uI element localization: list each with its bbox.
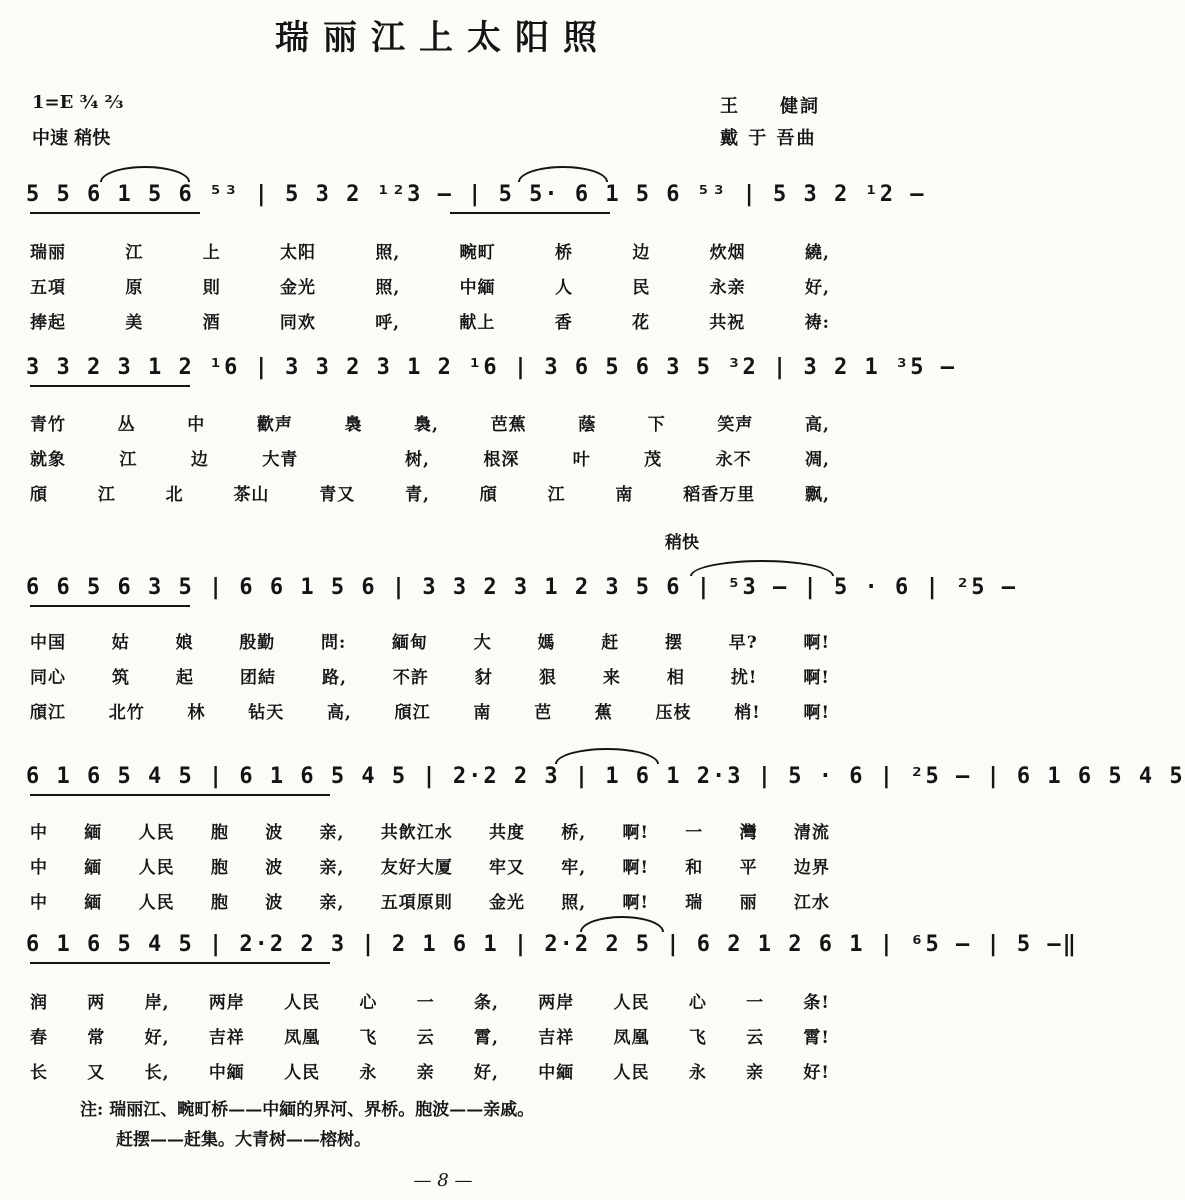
lyric-word: 一 xyxy=(746,993,765,1013)
time-signature: ¾ ⅔ xyxy=(79,92,124,113)
lyric-word: 树, xyxy=(405,450,430,470)
lyric-word: 江 xyxy=(119,450,138,470)
lyric-word: 緬 xyxy=(84,823,103,843)
slur-mark xyxy=(100,166,190,182)
lyric-word: 瑞 xyxy=(685,893,704,913)
lyric-word: 民 xyxy=(632,278,651,298)
lyric-word: 五項 xyxy=(30,278,66,298)
lyric-word: 波 xyxy=(265,893,284,913)
lyric-word: 中 xyxy=(187,415,206,435)
lyric-word: 大 xyxy=(473,633,492,653)
lyric-word: 中緬 xyxy=(459,278,496,298)
lyric-word: 飘, xyxy=(805,485,830,505)
lyric-word: 一 xyxy=(416,993,435,1013)
lyric-word: 照, xyxy=(375,243,401,263)
lyric-word: 金光 xyxy=(280,278,317,298)
lyric-word: 牢, xyxy=(561,858,587,878)
slur-mark xyxy=(580,916,664,932)
lyric-word: 根深 xyxy=(483,450,520,470)
lyric-word: 人民 xyxy=(284,993,321,1013)
lyric-word: 梢! xyxy=(734,703,761,723)
lyricist-credit: 王 健詞 xyxy=(720,96,820,117)
lyric-word: 春 xyxy=(30,1028,48,1048)
lyric-word: 南 xyxy=(615,485,634,505)
lyric-word: 中 xyxy=(30,823,48,843)
lyric-word: 吉祥 xyxy=(538,1028,575,1048)
lyric-verse-1 xyxy=(30,628,830,653)
lyric-verse-3 xyxy=(30,698,830,723)
lyric-word: 赶 xyxy=(601,633,620,653)
lyric-word: 酒 xyxy=(202,313,221,333)
lyric-word: 茶山 xyxy=(233,485,270,505)
beam-line xyxy=(30,794,330,796)
lyric-word: 中緬 xyxy=(538,1063,575,1083)
lyric-word: 青又 xyxy=(319,485,356,505)
lyric-word: 同心 xyxy=(30,668,66,688)
lyric-word: 媽 xyxy=(537,633,556,653)
page-number: — 8 — xyxy=(413,1170,473,1191)
staff-line-5: 6 1 6 5 4 5 | 2·2 2 3 | 2 1 6 1 | 2·2 2 5 | 6 2 1 2 6 1 | ⁶5 — | 5 —‖ xyxy=(26,932,1078,957)
lyric-word: 人民 xyxy=(613,1063,650,1083)
lyric-word: 人民 xyxy=(138,858,175,878)
lyric-word: 团結 xyxy=(240,668,276,688)
lyric-word: 啊! xyxy=(803,668,830,688)
lyric-word: 边界 xyxy=(793,858,830,878)
lyric-word: 桥, xyxy=(561,823,587,843)
lyric-word: 人民 xyxy=(138,893,175,913)
lyric-word: 則 xyxy=(202,278,221,298)
footnote-label: 注: xyxy=(80,1100,104,1120)
lyric-word: 波 xyxy=(265,858,284,878)
lyric-word: 飞 xyxy=(688,1028,707,1048)
lyric-word: 北 xyxy=(165,485,184,505)
lyric-word: 献上 xyxy=(459,313,496,333)
lyric-word: 两岸 xyxy=(538,993,575,1013)
lyric-word: 捧起 xyxy=(30,313,66,333)
lyric-verse-3 xyxy=(30,308,830,333)
lyric-word: 人民 xyxy=(284,1063,321,1083)
lyric-verse-2 xyxy=(30,273,830,298)
lyric-word: 江 xyxy=(125,243,144,263)
lyric-verse-3 xyxy=(30,480,830,505)
lyric-word: 畹町 xyxy=(459,243,496,263)
lyric-verse-3 xyxy=(30,888,830,913)
lyric-word: 江水 xyxy=(793,893,830,913)
lyric-word: 人民 xyxy=(138,823,175,843)
beam-line xyxy=(30,962,330,964)
lyric-word: 林 xyxy=(187,703,206,723)
lyric-word: 上 xyxy=(202,243,221,263)
lyric-word: 照, xyxy=(561,893,587,913)
lyric-word: 灣 xyxy=(739,823,758,843)
lyric-word: 霄! xyxy=(803,1028,830,1048)
lyric-word: 好! xyxy=(803,1063,830,1083)
lyric-word: 波 xyxy=(265,823,284,843)
lyric-word: 芭 xyxy=(534,703,553,723)
lyric-word: 一 xyxy=(685,823,704,843)
lyric-word: 丛 xyxy=(117,415,136,435)
lyric-word: 共飲江水 xyxy=(380,823,453,843)
lyric-word: 狠 xyxy=(538,668,557,688)
lyric-word: 人 xyxy=(554,278,573,298)
lyric-word: 中 xyxy=(30,858,48,878)
lyric-word: 亲, xyxy=(319,858,345,878)
lyric-word: 同欢 xyxy=(279,313,316,333)
lyric-verse-2 xyxy=(30,853,830,878)
lyric-word: 照, xyxy=(375,278,401,298)
lyric-word: 筑 xyxy=(112,668,130,688)
lyric-word: 吉祥 xyxy=(208,1028,245,1048)
lyric-word: 高, xyxy=(805,415,830,435)
footnote-text-1: 瑞丽江、畹町桥——中緬的界河、界桥。胞波——亲戚。 xyxy=(109,1100,535,1120)
footnote-line-1 xyxy=(80,1095,534,1125)
lyrics-system-4 xyxy=(30,818,830,913)
lyric-word: 润 xyxy=(30,993,48,1013)
lyric-word: 永 xyxy=(359,1063,378,1083)
lyric-word: 胞 xyxy=(210,893,229,913)
lyric-word: 条, xyxy=(474,993,499,1013)
lyrics-system-2 xyxy=(30,410,830,505)
lyric-word: 友好大厦 xyxy=(380,858,453,878)
lyric-word: 頎江 xyxy=(394,703,431,723)
lyric-word: 平 xyxy=(739,858,758,878)
lyrics-system-3 xyxy=(30,628,830,723)
lyric-word: 金光 xyxy=(489,893,525,913)
lyric-word: 呼, xyxy=(375,313,401,333)
lyric-word: 好, xyxy=(474,1063,499,1083)
lyric-word: 五項原則 xyxy=(380,893,453,913)
lyric-word: 胞 xyxy=(210,823,229,843)
lyric-word: 压枝 xyxy=(655,703,692,723)
lyric-word: 祷: xyxy=(804,313,830,333)
lyric-word: 永亲 xyxy=(709,278,746,298)
lyric-word: 岸, xyxy=(144,993,170,1013)
lyric-word: 叶 xyxy=(572,450,591,470)
lyric-word: 不許 xyxy=(392,668,429,688)
lyric-word: 清流 xyxy=(793,823,830,843)
lyric-word: 凤凰 xyxy=(284,1028,321,1048)
lyric-word: 好, xyxy=(805,278,830,298)
lyric-word: 钻天 xyxy=(248,703,285,723)
lyric-word: 相 xyxy=(666,668,685,688)
slur-mark xyxy=(555,748,659,764)
lyric-word: 又 xyxy=(87,1063,106,1083)
lyric-word: 云 xyxy=(416,1028,435,1048)
lyric-verse-1 xyxy=(30,410,830,435)
lyric-word: 牢又 xyxy=(489,858,525,878)
tempo-marking: 中速 稍快 xyxy=(32,128,111,149)
lyric-word: 大青 xyxy=(262,450,299,470)
beam-line xyxy=(30,605,190,607)
lyric-word: 香 xyxy=(554,313,573,333)
lyric-word: 胞 xyxy=(210,858,229,878)
lyric-verse-1 xyxy=(30,818,830,843)
staff-line-1: 5 5 6 1 5 6 ⁵³ | 5 3 2 ¹²3 — | 5 5· 6 1 5 6 ⁵³ | 5 3 2 ¹2 — xyxy=(26,182,926,207)
staff-line-3: 6 6 5 6 3 5 | 6 6 1 5 6 | 3 3 2 3 1 2 3 5 6 | ⁵3 — | 5 · 6 | ²5 — xyxy=(26,575,1017,600)
lyrics-system-5 xyxy=(30,988,830,1083)
lyric-word: 頎 xyxy=(479,485,498,505)
lyric-word: 姑 xyxy=(111,633,130,653)
lyric-word: 桥 xyxy=(554,243,573,263)
key-signature xyxy=(32,92,123,113)
beam-line xyxy=(450,212,610,214)
lyric-word: 就象 xyxy=(30,450,66,470)
key: 1=E xyxy=(32,92,74,113)
lyric-word: 凋, xyxy=(804,450,830,470)
lyric-word: 頎 xyxy=(30,485,48,505)
lyric-word: 南 xyxy=(473,703,492,723)
lyric-verse-1 xyxy=(30,238,830,263)
lyric-word: 来 xyxy=(602,668,621,688)
lyric-verse-1 xyxy=(30,988,830,1013)
footnote xyxy=(80,1095,534,1155)
lyric-word: 好, xyxy=(144,1028,170,1048)
lyric-verse-2 xyxy=(30,1023,830,1048)
lyric-word: 两岸 xyxy=(208,993,245,1013)
lyric-word: 緬 xyxy=(84,858,103,878)
lyric-word: 两 xyxy=(87,993,106,1013)
lyric-word: 頎江 xyxy=(30,703,66,723)
lyric-word: 长, xyxy=(144,1063,170,1083)
lyric-word: 和 xyxy=(685,858,704,878)
beam-line xyxy=(30,385,190,387)
lyric-word: 緬 xyxy=(84,893,103,913)
lyric-word: 啊! xyxy=(803,633,830,653)
lyric-word: 炊烟 xyxy=(709,243,746,263)
lyric-word: 心 xyxy=(688,993,707,1013)
slur-mark xyxy=(690,560,834,576)
lyric-word: 永不 xyxy=(715,450,752,470)
lyric-word: 花 xyxy=(632,313,650,333)
lyric-word: 霄, xyxy=(474,1028,499,1048)
lyric-word: 江 xyxy=(547,485,566,505)
lyric-word: 瑞丽 xyxy=(30,243,66,263)
lyric-verse-2 xyxy=(30,663,830,688)
lyric-word: 中 xyxy=(30,893,48,913)
lyric-word: 永 xyxy=(688,1063,707,1083)
staff-line-2: 3 3 2 3 1 2 ¹6 | 3 3 2 3 1 2 ¹6 | 3 6 5 6 3 5 ³2 | 3 2 1 ³5 — xyxy=(26,355,956,380)
lyric-word: 啊! xyxy=(622,893,649,913)
lyric-word: 蕉 xyxy=(594,703,613,723)
lyric-word: 共祝 xyxy=(709,313,746,333)
lyric-word: 边 xyxy=(632,243,651,263)
lyric-verse-2 xyxy=(30,445,830,470)
lyric-word: 凤凰 xyxy=(613,1028,650,1048)
lyrics-system-1 xyxy=(30,238,830,333)
footnote-text-2: 赶摆——赶集。大青树——榕树。 xyxy=(116,1130,371,1150)
lyric-word: 常 xyxy=(87,1028,106,1048)
lyric-word: 摆 xyxy=(665,633,684,653)
lyric-word: 青, xyxy=(405,485,430,505)
lyric-word: 长 xyxy=(30,1063,48,1083)
lyric-word: 北竹 xyxy=(108,703,145,723)
lyric-word: 路, xyxy=(322,668,347,688)
lyric-word: 中国 xyxy=(30,633,66,653)
lyric-word: 原 xyxy=(125,278,144,298)
lyric-word: 扰! xyxy=(730,668,758,688)
lyric-word: 稻香万里 xyxy=(683,485,756,505)
beam-line xyxy=(30,212,200,214)
lyric-word: 繞, xyxy=(805,243,830,263)
lyric-word: 笑声 xyxy=(717,415,754,435)
lyric-word: 云 xyxy=(746,1028,765,1048)
slur-mark xyxy=(518,166,608,182)
lyric-word: 裊, xyxy=(414,415,439,435)
lyric-word: 裊 xyxy=(344,415,363,435)
lyric-word: 娘 xyxy=(175,633,194,653)
lyric-word: 下 xyxy=(647,415,666,435)
lyric-word: 蔭 xyxy=(578,415,597,435)
lyric-word: 美 xyxy=(125,313,144,333)
lyric-word: 豺 xyxy=(474,668,493,688)
lyric-word: 啊! xyxy=(622,823,649,843)
lyric-word: 啊! xyxy=(622,858,649,878)
lyric-word: 緬甸 xyxy=(392,633,429,653)
lyric-word: 亲 xyxy=(416,1063,435,1083)
lyric-word: 边 xyxy=(190,450,209,470)
tempo-change: 稍快 xyxy=(665,533,699,553)
lyric-word: 芭蕉 xyxy=(490,415,527,435)
lyric-word: 太阳 xyxy=(280,243,317,263)
lyric-word: 共度 xyxy=(489,823,525,843)
lyric-word: 青竹 xyxy=(30,415,66,435)
composer-credit: 戴 于 吾曲 xyxy=(720,128,817,149)
lyric-word: 中緬 xyxy=(208,1063,245,1083)
lyric-word: 問: xyxy=(321,633,347,653)
lyric-word: 人民 xyxy=(613,993,650,1013)
lyric-word: 起 xyxy=(176,668,194,688)
lyric-word: 飞 xyxy=(359,1028,378,1048)
lyric-verse-3 xyxy=(30,1058,830,1083)
lyric-word: 丽 xyxy=(739,893,758,913)
lyric-word: 亲, xyxy=(319,823,345,843)
lyric-word: 亲, xyxy=(319,893,345,913)
lyric-word: 早? xyxy=(728,633,758,653)
lyric-word: 亲 xyxy=(746,1063,765,1083)
lyric-word: 歡声 xyxy=(256,415,293,435)
lyric-word: 心 xyxy=(359,993,378,1013)
song-title: 瑞丽江上太阳照 xyxy=(275,18,611,58)
lyric-word: 条! xyxy=(803,993,830,1013)
lyric-word: 茂 xyxy=(644,450,663,470)
staff-line-4: 6 1 6 5 4 5 | 6 1 6 5 4 5 | 2·2 2 3 | 1 6 1 2·3 | 5 · 6 | ²5 — | 6 1 6 5 4 5 xyxy=(26,764,1185,789)
lyric-word: 江 xyxy=(97,485,116,505)
lyric-word: 高, xyxy=(326,703,352,723)
lyric-word: 殷勤 xyxy=(239,633,276,653)
lyric-word: 啊! xyxy=(803,703,830,723)
